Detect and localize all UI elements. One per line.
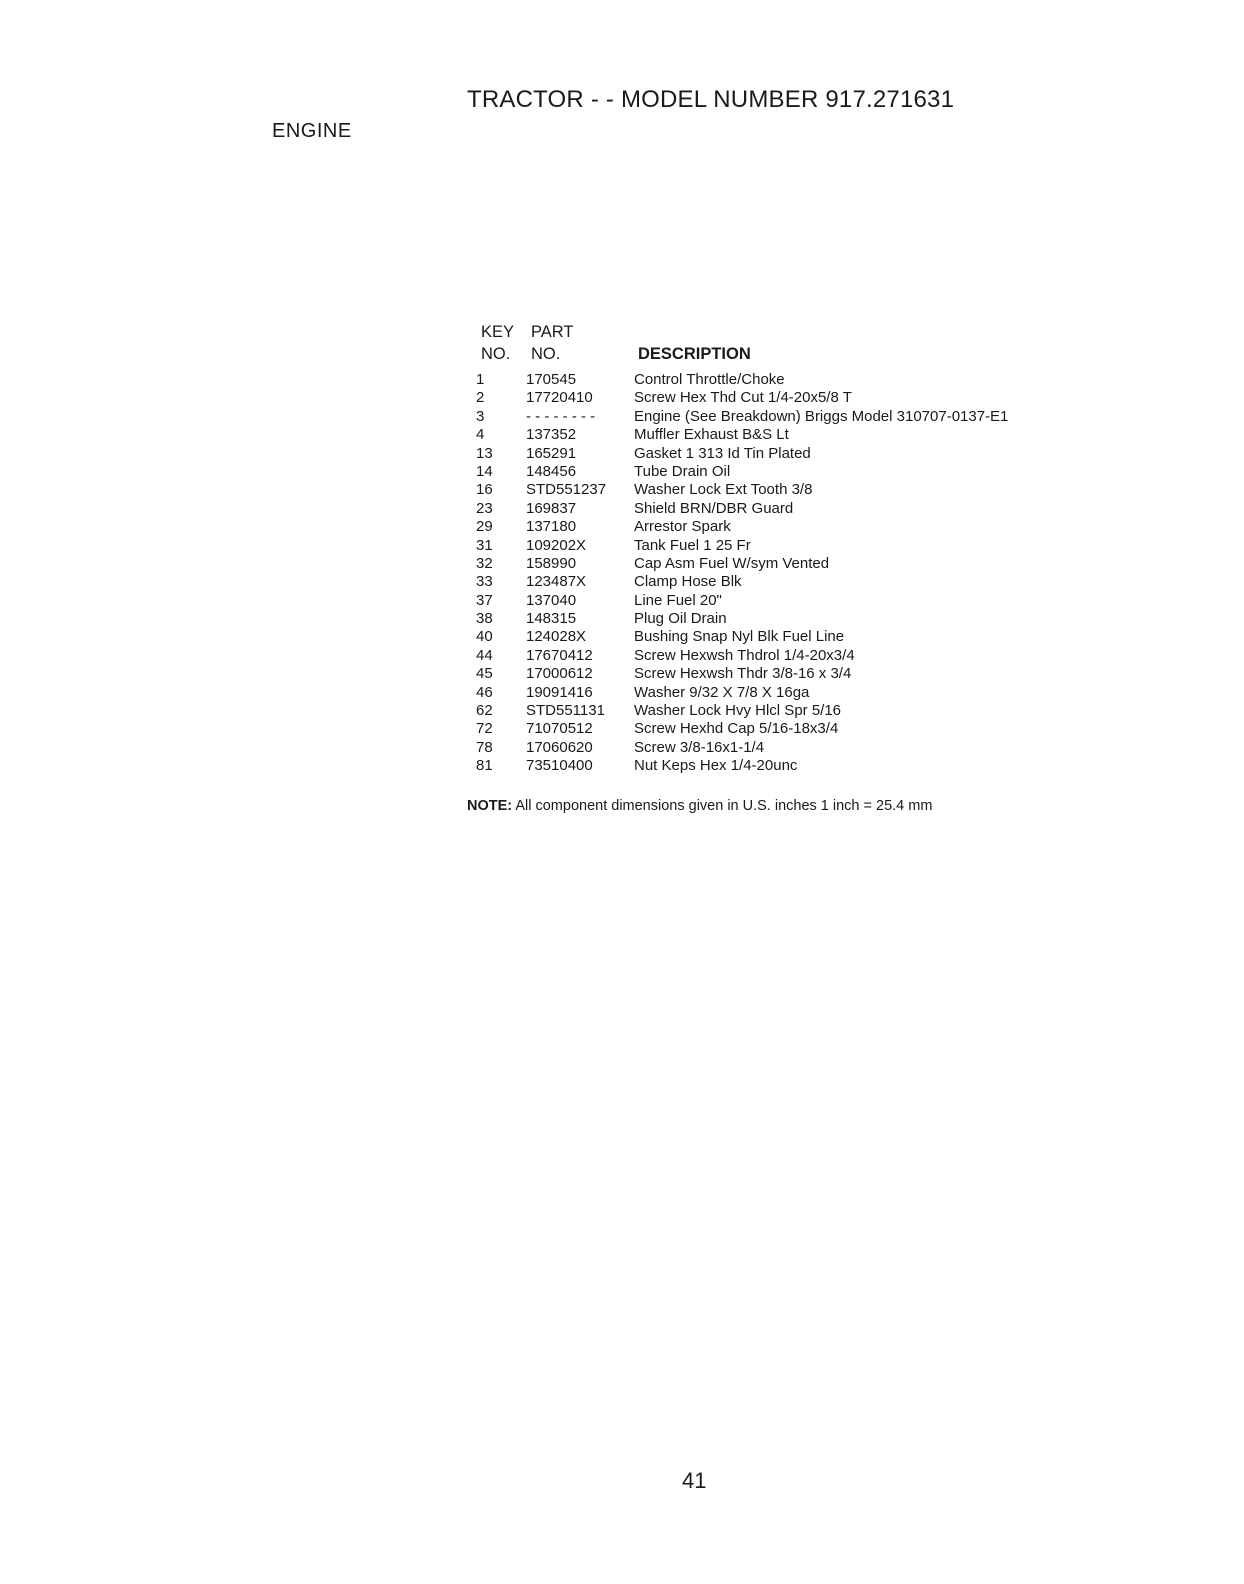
part-no-cell: 137180	[526, 518, 577, 536]
key-no-cell: 4	[476, 426, 485, 444]
key-no-cell: 31	[476, 536, 493, 554]
header-description: DESCRIPTION	[638, 345, 751, 363]
description-cell: Screw Hexhd Cap 5/16-18x3/4	[634, 720, 839, 738]
part-no-cell: 137352	[526, 426, 577, 444]
description-cell: Washer Lock Ext Tooth 3/8	[634, 481, 813, 499]
description-cell: Cap Asm Fuel W/sym Vented	[634, 554, 830, 572]
key-no-cell: 40	[476, 628, 493, 646]
description-cell: Engine (See Breakdown) Briggs Model 310707-0137-E1	[634, 407, 1009, 425]
key-no-cell: 14	[476, 462, 493, 480]
part-no-cell: - - - - - - - -	[526, 407, 596, 425]
key-no-cell: 2	[476, 389, 485, 407]
key-no-cell: 13	[476, 444, 493, 462]
description-cell: Nut Keps Hex 1/4-20unc	[634, 757, 798, 775]
part-no-cell: 19091416	[526, 683, 593, 701]
description-cell: Screw Hexwsh Thdrol 1/4-20x3/4	[634, 646, 855, 664]
part-no-cell: 148456	[526, 462, 577, 480]
description-cell: Bushing Snap Nyl Blk Fuel Line	[634, 628, 845, 646]
part-no-cell: 17670412	[526, 646, 593, 664]
description-cell: Muffler Exhaust B&S Lt	[634, 426, 789, 444]
key-no-cell: 62	[476, 702, 493, 720]
description-cell: Screw Hex Thd Cut 1/4-20x5/8 T	[634, 389, 852, 407]
part-no-cell: 73510400	[526, 757, 593, 775]
key-no-cell: 3	[476, 407, 485, 425]
page-title: TRACTOR - - MODEL NUMBER 917.271631	[467, 86, 955, 113]
key-no-cell: 45	[476, 665, 493, 683]
note-label: NOTE:	[467, 798, 513, 814]
description-cell: Screw Hexwsh Thdr 3/8-16 x 3/4	[634, 665, 852, 683]
header-key-no-line1: KEY	[481, 323, 515, 341]
part-no-cell: 124028X	[526, 628, 587, 646]
description-cell: Gasket 1 313 Id Tin Plated	[634, 444, 811, 462]
part-no-cell: 170545	[526, 371, 577, 388]
description-cell: Arrestor Spark	[634, 518, 731, 536]
key-no-cell: 81	[476, 757, 493, 775]
key-no-cell: 1	[476, 371, 485, 388]
description-cell: Shield BRN/DBR Guard	[634, 499, 794, 517]
key-no-cell: 32	[476, 554, 493, 572]
description-cell: Clamp Hose Blk	[634, 573, 742, 591]
description-cell: Washer Lock Hvy Hlcl Spr 5/16	[634, 702, 842, 720]
part-no-cell: 109202X	[526, 536, 587, 554]
key-no-cell: 37	[476, 591, 493, 609]
header-part-no-line1: PART	[531, 323, 574, 341]
key-no-cell: 44	[476, 646, 493, 664]
part-no-cell: 169837	[526, 499, 577, 517]
part-no-cell: 71070512	[526, 720, 593, 738]
key-no-cell: 38	[476, 610, 493, 628]
key-no-cell: 29	[476, 518, 493, 536]
part-no-cell: 17060620	[526, 738, 593, 756]
part-no-cell: 148315	[526, 610, 577, 628]
header-key-no-line2: NO.	[481, 345, 511, 363]
part-no-cell: 17720410	[526, 389, 593, 407]
key-no-cell: 72	[476, 720, 493, 738]
part-no-cell: STD551237	[526, 481, 607, 499]
description-cell: Washer 9/32 X 7/8 X 16ga	[634, 683, 810, 701]
note-text: All component dimensions given in U.S. inches 1 inch = 25.4 mm	[515, 798, 933, 814]
description-cell: Line Fuel 20"	[634, 591, 722, 609]
key-no-cell: 46	[476, 683, 493, 701]
key-no-cell: 78	[476, 738, 493, 756]
section-title: ENGINE	[272, 120, 352, 142]
key-no-cell: 33	[476, 573, 493, 591]
description-cell: Tank Fuel 1 25 Fr	[634, 536, 751, 554]
dimension-note	[467, 798, 932, 814]
key-no-cell: 16	[476, 481, 493, 499]
part-no-cell: STD551131	[526, 702, 605, 720]
header-part-no-line2: NO.	[531, 345, 561, 363]
part-no-cell: 17000612	[526, 665, 593, 683]
description-cell: Tube Drain Oil	[634, 462, 731, 480]
description-cell: Screw 3/8-16x1-1/4	[634, 738, 765, 756]
page-number: 41	[682, 1468, 707, 1493]
key-no-cell: 23	[476, 499, 493, 517]
description-cell: Control Throttle/Choke	[634, 371, 785, 388]
description-cell: Plug Oil Drain	[634, 610, 727, 628]
part-no-cell: 137040	[526, 591, 577, 609]
part-no-cell: 158990	[526, 554, 577, 572]
part-no-cell: 123487X	[526, 573, 587, 591]
part-no-cell: 165291	[526, 444, 577, 462]
